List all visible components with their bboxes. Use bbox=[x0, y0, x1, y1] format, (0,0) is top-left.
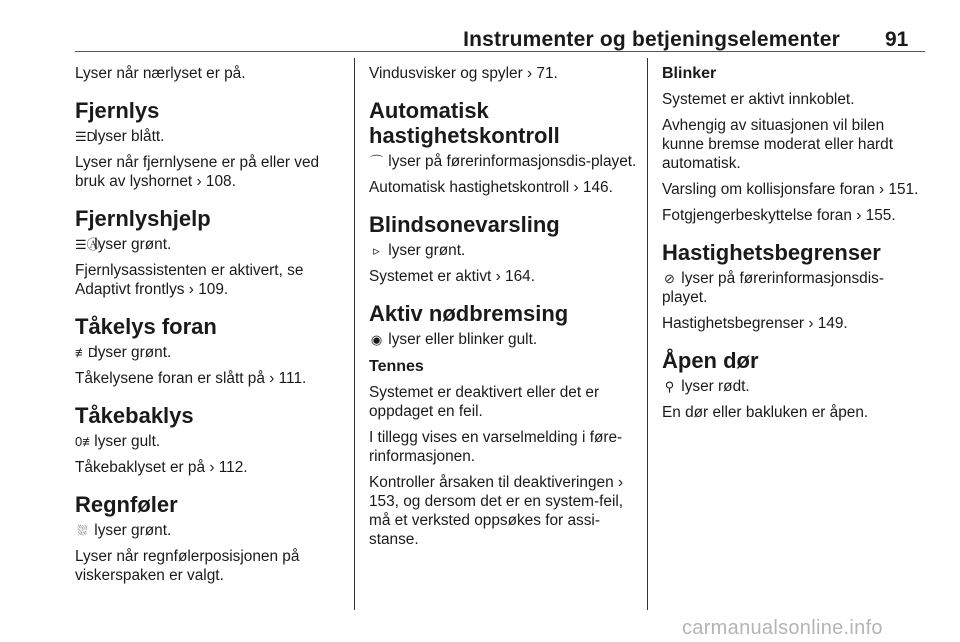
column-divider bbox=[647, 58, 648, 610]
page-header-title: Instrumenter og betjeningselementer bbox=[463, 28, 840, 51]
page-ref-icon: › bbox=[188, 281, 194, 298]
section-heading-auto-cruise: Automatisk hastighetskontroll bbox=[369, 98, 560, 148]
high-beam-icon: ☰D bbox=[75, 129, 97, 144]
subheading-blinker: Blinker bbox=[662, 65, 717, 82]
page-ref-icon: › bbox=[526, 65, 533, 82]
page-number: 91 bbox=[885, 28, 909, 51]
speed-limiter-icon: ⊘ bbox=[664, 271, 675, 286]
header-rule bbox=[75, 51, 925, 52]
body-text: Systemet er deaktivert eller det er oppdaget en feil. bbox=[369, 384, 600, 420]
status-line: ⌒ lyser på førerinformasjonsdis-playet. bbox=[369, 153, 637, 170]
status-line: ⛆ lyser grønt. bbox=[75, 521, 347, 540]
page-ref-icon: › bbox=[209, 459, 215, 476]
column-3 bbox=[662, 64, 927, 429]
door-open-icon: ⚲ bbox=[664, 379, 675, 394]
page-ref-link[interactable]: 109. bbox=[198, 281, 229, 298]
page-ref-link[interactable]: 111. bbox=[278, 370, 307, 387]
status-line: ☰Ⓐ lyser grønt. bbox=[75, 236, 172, 253]
body-text: Kontroller årsaken til deaktiveringen › 153, og dersom det er en system-feil, må et verksted oppsøkes for assi-stanse. bbox=[369, 474, 624, 548]
section-heading-regnfoler: Regnføler bbox=[75, 492, 178, 517]
section-heading-fjernlyshjelp: Fjernlyshjelp bbox=[75, 206, 211, 231]
section-heading-takelys: Tåkelys foran bbox=[75, 314, 217, 339]
status-line: ▹ lyser grønt. bbox=[369, 241, 637, 260]
section-heading-apen-dor: Åpen dør bbox=[662, 348, 759, 373]
section-heading-hastighetsbegrenser: Hastighetsbegrenser bbox=[662, 240, 881, 265]
body-text: Tåkelysene foran er slått på › 111. bbox=[75, 370, 307, 387]
page-ref-icon: › bbox=[573, 179, 579, 196]
page-ref-icon: › bbox=[196, 173, 202, 190]
page-ref-link[interactable]: 155. bbox=[865, 207, 896, 224]
page-ref-link[interactable]: 164. bbox=[505, 268, 535, 285]
section-heading-fjernlys: Fjernlys bbox=[75, 98, 160, 123]
page-ref-link[interactable]: 151. bbox=[888, 181, 919, 198]
page-ref-icon: › bbox=[879, 181, 885, 198]
front-fog-icon: ≢D bbox=[75, 345, 98, 360]
body-text: Systemet er aktivt › 164. bbox=[369, 268, 535, 285]
status-line: ⚲ lyser rødt. bbox=[662, 377, 927, 396]
body-text: Lyser når regnfølerposisjonen på viskerspaken er valgt. bbox=[75, 548, 300, 584]
body-text: Lyser når fjernlysene er på eller ved bruk av lyshornet › 108. bbox=[75, 154, 320, 190]
status-line: ⊘ lyser på førerinformasjonsdis-playet. bbox=[662, 270, 884, 306]
body-text: Automatisk hastighetskontroll › 146. bbox=[369, 179, 613, 196]
page-ref-icon: › bbox=[495, 268, 501, 285]
page-ref-icon: › bbox=[269, 370, 275, 387]
rain-sensor-icon: ⛆ bbox=[77, 523, 88, 538]
page-ref-link[interactable]: 112. bbox=[218, 459, 248, 476]
body-text: En dør eller bakluken er åpen. bbox=[662, 404, 869, 421]
body-text: Hastighetsbegrenser › 149. bbox=[662, 315, 848, 332]
status-line: ≢D lyser grønt. bbox=[75, 344, 172, 361]
page-ref-link[interactable]: 108. bbox=[205, 173, 236, 190]
blind-spot-icon: ▹ bbox=[373, 243, 380, 258]
body-text: Fjernlysassistenten er aktivert, se Adaptivt frontlys › 109. bbox=[75, 262, 304, 298]
emergency-brake-icon: ◉ bbox=[370, 332, 383, 347]
column-divider bbox=[354, 58, 355, 610]
section-heading-aktiv-nodbremsing: Aktiv nødbremsing bbox=[369, 301, 569, 326]
high-beam-assist-icon: ☰Ⓐ bbox=[75, 237, 100, 252]
page-ref-link[interactable]: 153, og dersom det er en system-feil, må et verksted oppsøkes for assi-stanse. bbox=[369, 493, 624, 548]
watermark: carmanualsonline.info bbox=[682, 617, 883, 639]
intro-text: Lyser når nærlyset er på. bbox=[75, 65, 246, 82]
page-ref-icon: › bbox=[856, 207, 862, 224]
column-2 bbox=[369, 64, 637, 556]
column-1 bbox=[75, 64, 347, 592]
body-text: Systemet er aktivt innkoblet. bbox=[662, 91, 855, 108]
subheading-tennes: Tennes bbox=[369, 358, 424, 375]
status-line: ◉ lyser eller blinker gult. bbox=[370, 331, 538, 348]
page-ref-link[interactable]: 71. bbox=[536, 65, 558, 82]
intro-text: Vindusvisker og spyler › 71. bbox=[369, 65, 558, 82]
section-heading-takebaklys: Tåkebaklys bbox=[75, 403, 194, 428]
body-text: I tillegg vises en varselmelding i føre-rinformasjonen. bbox=[369, 429, 623, 465]
status-line: 0≢ lyser gult. bbox=[75, 433, 161, 450]
section-heading-blindsone: Blindsonevarsling bbox=[369, 212, 560, 237]
page-ref-link[interactable]: 146. bbox=[582, 179, 613, 196]
page-ref-icon: › bbox=[617, 474, 624, 491]
body-text: Fotgjengerbeskyttelse foran › 155. bbox=[662, 207, 896, 224]
page-ref-icon: › bbox=[808, 315, 814, 332]
body-text: Tåkebaklyset er på › 112. bbox=[75, 459, 248, 476]
page-ref-link[interactable]: 149. bbox=[817, 315, 848, 332]
cruise-control-icon: ⌒ bbox=[369, 154, 383, 169]
body-text: Avhengig av situasjonen vil bilen kunne bremse moderat eller hardt automatisk. bbox=[662, 117, 893, 172]
rear-fog-icon: 0≢ bbox=[75, 434, 96, 449]
status-line: ☰D lyser blått. bbox=[75, 128, 165, 145]
body-text: Varsling om kollisjonsfare foran › 151. bbox=[662, 181, 919, 198]
